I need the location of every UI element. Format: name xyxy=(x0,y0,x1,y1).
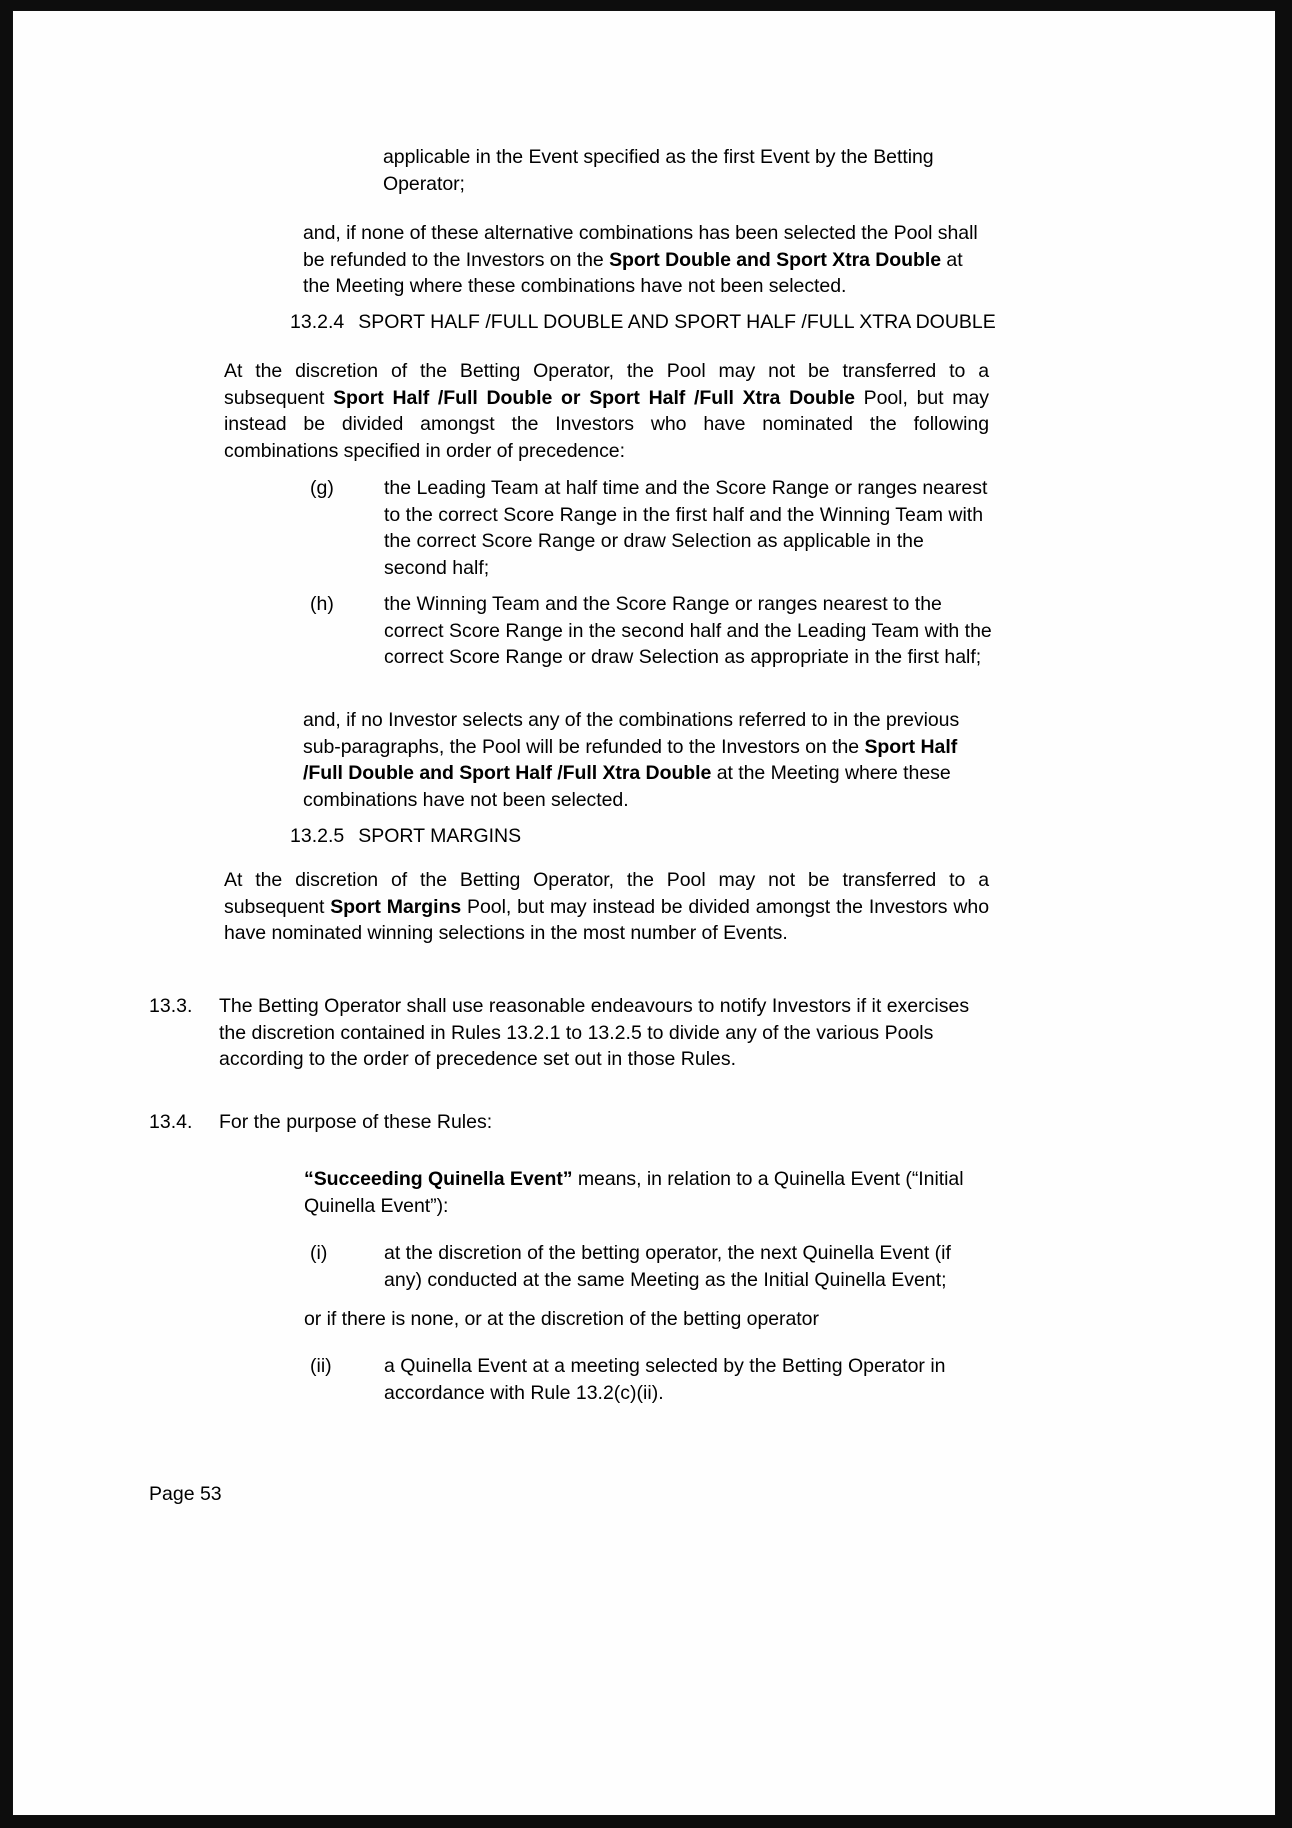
heading-13-2-5 xyxy=(290,823,521,850)
list-item-h-marker: (h) xyxy=(310,593,334,615)
rule-13-3-text: The Betting Operator shall use reasonable endeavours to notify Investors if it exercises the discretion contained in Rules 13.2.1 to 13.2.5 to divide any of the various Pools according to the order of precedence set out in those Rules. xyxy=(219,995,970,1071)
paragraph-13-2-4-intro-tail: Pool, but may instead be divided amongst the Investors who have nominated the following combinations specified in order of precedence: xyxy=(224,386,989,462)
rule-13-4 xyxy=(149,1109,989,1136)
heading-13-2-4-title: SPORT HALF /FULL DOUBLE AND SPORT HALF /FULL XTRA DOUBLE xyxy=(358,311,996,333)
rule-13-3 xyxy=(149,993,989,1073)
paragraph-13-2-5-lead: At the discretion of the Betting Operator, the Pool may not be transferred to a subsequent xyxy=(224,869,989,918)
page-number-footer: Page 53 xyxy=(149,1483,222,1505)
paragraph-none-selected-lead: and, if none of these alternative combinations has been selected the Pool shall be refunded to the Investors on the xyxy=(303,222,978,271)
page-sheet xyxy=(12,10,1276,1816)
paragraph-13-2-5-body xyxy=(224,867,989,947)
paragraph-none-selected-tail: at the Meeting where these combinations have not been selected. xyxy=(303,248,963,298)
list-item-g-marker: (g) xyxy=(310,477,334,499)
rule-13-4-text: For the purpose of these Rules: xyxy=(219,1111,493,1133)
paragraph-or-if-there-is-none: or if there is none, or at the discretion of the betting operator xyxy=(304,1308,819,1330)
paragraph-none-selected xyxy=(303,220,993,300)
list-item-ii-marker: (ii) xyxy=(310,1355,332,1377)
paragraph-no-investor-selects xyxy=(303,707,993,813)
list-item-i-text: at the discretion of the betting operator, the next Quinella Event (if any) conducted at the same Meeting as the Initial Quinella Event; xyxy=(384,1242,951,1291)
paragraph-13-2-4-intro-lead: At the discretion of the Betting Operator, the Pool may not be transferred to a subsequent xyxy=(224,360,989,409)
definition-succeeding-quinella-event xyxy=(304,1166,994,1219)
heading-13-2-4 xyxy=(290,309,996,336)
list-item-g-text: the Leading Team at half time and the Score Range or ranges nearest to the correct Score Range in the first half and the Winning Team with the correct Score Range or draw Selection as applicable in the second half; xyxy=(384,477,988,579)
heading-13-2-4-number: 13.2.4 xyxy=(290,311,345,333)
list-item-i xyxy=(310,1240,992,1293)
paragraph-13-2-4-intro xyxy=(224,358,989,464)
page-body xyxy=(13,11,1275,1815)
list-item-i-marker: (i) xyxy=(310,1242,328,1264)
paragraph-no-investor-lead: and, if no Investor selects any of the combinations referred to in the previous sub-paragraphs, the Pool will be refunded to the Investors on the xyxy=(303,709,960,758)
rule-13-3-number: 13.3. xyxy=(149,995,193,1017)
paragraph-applicable-first-event: applicable in the Event specified as the first Event by the Betting Operator; xyxy=(383,146,934,195)
list-item-ii-text: a Quinella Event at a meeting selected by the Betting Operator in accordance with Rule 13.2(c)(ii). xyxy=(384,1355,946,1404)
term-sport-margins: Sport Margins xyxy=(330,895,462,918)
heading-13-2-5-number: 13.2.5 xyxy=(290,825,345,847)
term-sport-double-and-sport-xtra-double: Sport Double and Sport Xtra Double xyxy=(609,248,942,271)
rule-13-4-number: 13.4. xyxy=(149,1111,193,1133)
list-item-h xyxy=(310,591,992,671)
definition-body: means, in relation to a Quinella Event (“Initial Quinella Event”): xyxy=(304,1168,964,1217)
paragraph-no-investor-tail: at the Meeting where these combinations have not been selected. xyxy=(303,762,951,811)
term-sport-half-full-double: Sport Half /Full Double or Sport Half /Full Xtra Double xyxy=(333,386,855,409)
definition-term: “Succeeding Quinella Event” xyxy=(304,1168,573,1190)
heading-13-2-5-title: SPORT MARGINS xyxy=(358,825,522,847)
paragraph-13-2-5-tail: Pool, but may instead be divided amongst the Investors who have nominated winning selections in the most number of Events. xyxy=(224,895,989,945)
list-item-h-text: the Winning Team and the Score Range or ranges nearest to the correct Score Range in the second half and the Leading Team with the correct Score Range or draw Selection as appropriate in the first half; xyxy=(384,593,992,669)
term-sport-half-full-double-and-xtra: Sport Half /Full Double and Sport Half /Full Xtra Double xyxy=(303,735,958,785)
list-item-g xyxy=(310,475,992,581)
list-item-ii xyxy=(310,1353,992,1406)
